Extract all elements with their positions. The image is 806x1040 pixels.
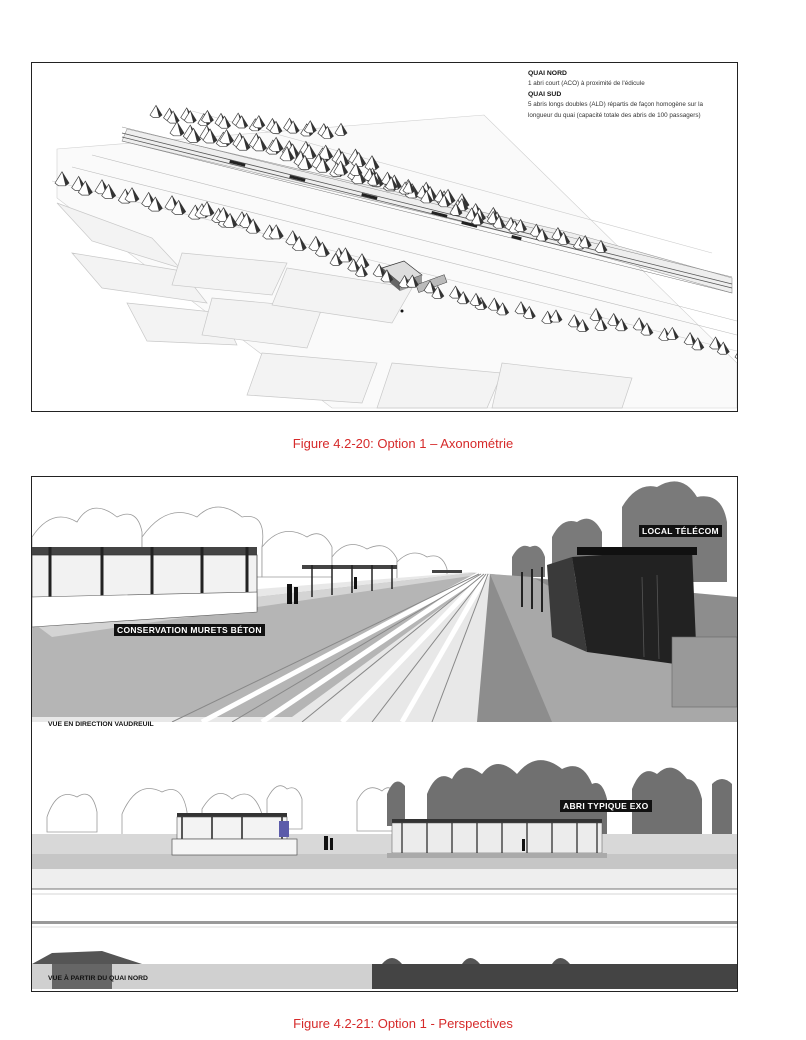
concrete-walls-label: CONSERVATION MURETS BÉTON — [114, 624, 265, 636]
south-platform-text-line1: 5 abris longs doubles (ALD) répartis de façon homogène sur la — [528, 101, 704, 109]
short-shelter — [172, 813, 297, 855]
view-label-north-platform: VUE À PARTIR DU QUAI NORD — [48, 975, 148, 982]
north-platform-text: 1 abri court (ACO) à proximité de l'édicule — [528, 80, 645, 88]
south-platform-text-line2: longueur du quai (capacité totale des abris de 100 passagers) — [528, 111, 701, 119]
tree-icon — [735, 347, 737, 359]
south-platform-heading: QUAI SUD — [528, 90, 562, 98]
perspectives-figure — [31, 476, 738, 992]
axonometry-notes — [528, 69, 733, 121]
figure-caption-perspectives: Figure 4.2-21: Option 1 - Perspectives — [293, 1016, 513, 1031]
perspective-north-platform-drawing — [32, 739, 737, 989]
axonometry-figure — [31, 62, 738, 412]
perspective-vaudreuil-drawing — [32, 477, 737, 722]
typical-shelter-label: ABRI TYPIQUE EXO — [560, 800, 652, 812]
telecom-room-label: LOCAL TÉLÉCOM — [639, 525, 722, 537]
long-double-shelter — [387, 819, 607, 858]
view-label-vaudreuil: VUE EN DIRECTION VAUDREUIL — [48, 721, 154, 728]
north-platform-heading: QUAI NORD — [528, 70, 567, 77]
figure-caption-axonometry: Figure 4.2-20: Option 1 – Axonométrie — [292, 436, 514, 451]
